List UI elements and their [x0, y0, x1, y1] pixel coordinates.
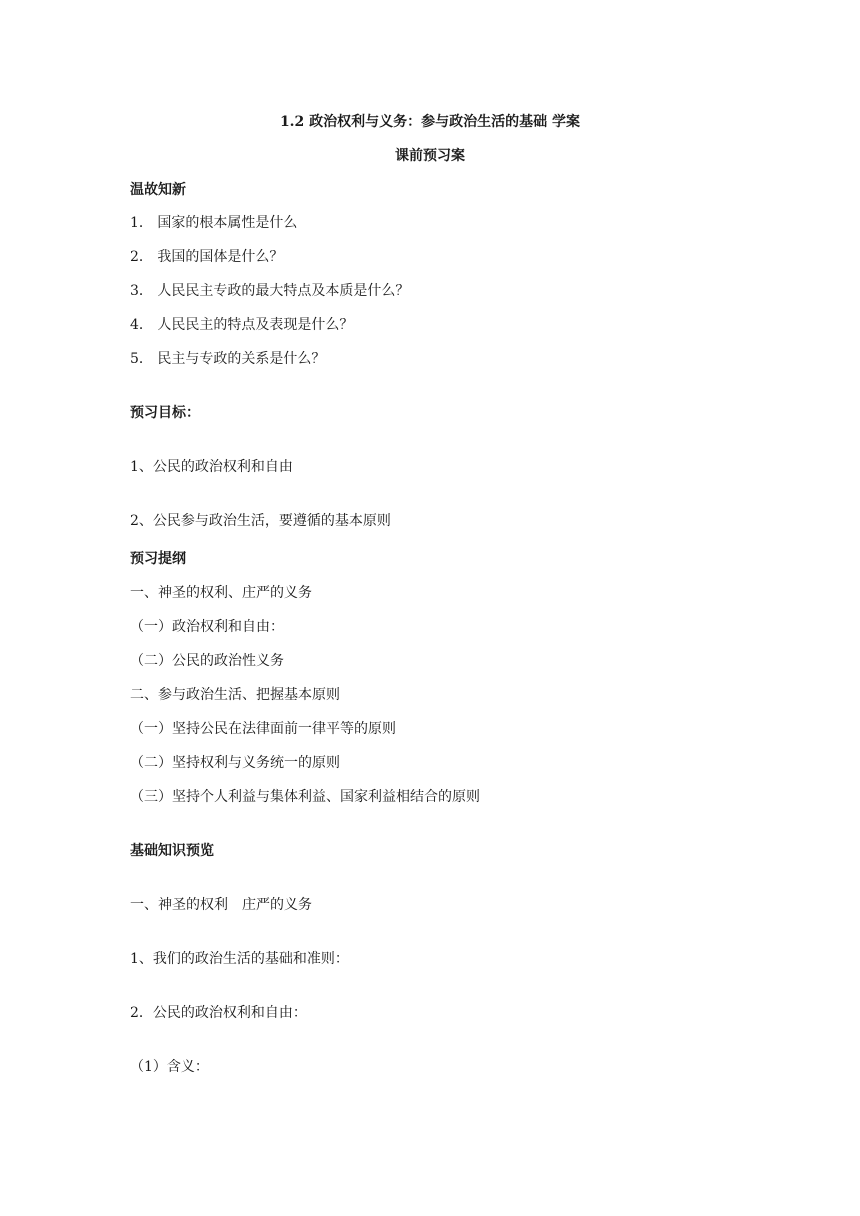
review-item: 3． 人民民主专政的最大特点及本质是什么？ — [130, 283, 410, 299]
outline-heading: 预习提纲 — [130, 551, 186, 567]
outline-item: （二）公民的政治性义务 — [130, 653, 284, 669]
outline-item: （二）坚持权利与义务统一的原则 — [130, 755, 340, 771]
basics-item: 1、我们的政治生活的基础和准则： — [130, 951, 349, 967]
outline-item: 二、参与政治生活、把握基本原则 — [130, 687, 340, 703]
goal-item: 2、公民参与政治生活，要遵循的基本原则 — [130, 513, 391, 529]
basics-item: （1）含义： — [130, 1059, 209, 1075]
outline-item: （三）坚持个人利益与集体利益、国家利益相结合的原则 — [130, 789, 480, 805]
outline-item: 一、神圣的权利、庄严的义务 — [130, 585, 312, 601]
basics-item: 2．公民的政治权利和自由： — [130, 1005, 307, 1021]
review-heading: 温故知新 — [130, 182, 186, 198]
review-item: 2． 我国的国体是什么？ — [130, 249, 284, 265]
review-item: 1． 国家的根本属性是什么 — [130, 215, 298, 231]
basics-heading: 基础知识预览 — [130, 843, 214, 859]
goals-heading: 预习目标： — [130, 405, 200, 421]
basics-item: 一、神圣的权利 庄严的义务 — [130, 897, 312, 913]
outline-item: （一）政治权利和自由： — [130, 619, 284, 635]
goal-item: 1、公民的政治权利和自由 — [130, 459, 293, 475]
document-title: 1.2 政治权利与义务：参与政治生活的基础 学案 — [279, 114, 581, 130]
document-subtitle: 课前预习案 — [395, 148, 465, 164]
outline-item: （一）坚持公民在法律面前一律平等的原则 — [130, 721, 396, 737]
review-item: 5． 民主与专政的关系是什么？ — [130, 351, 326, 367]
review-item: 4． 人民民主的特点及表现是什么？ — [130, 317, 354, 333]
